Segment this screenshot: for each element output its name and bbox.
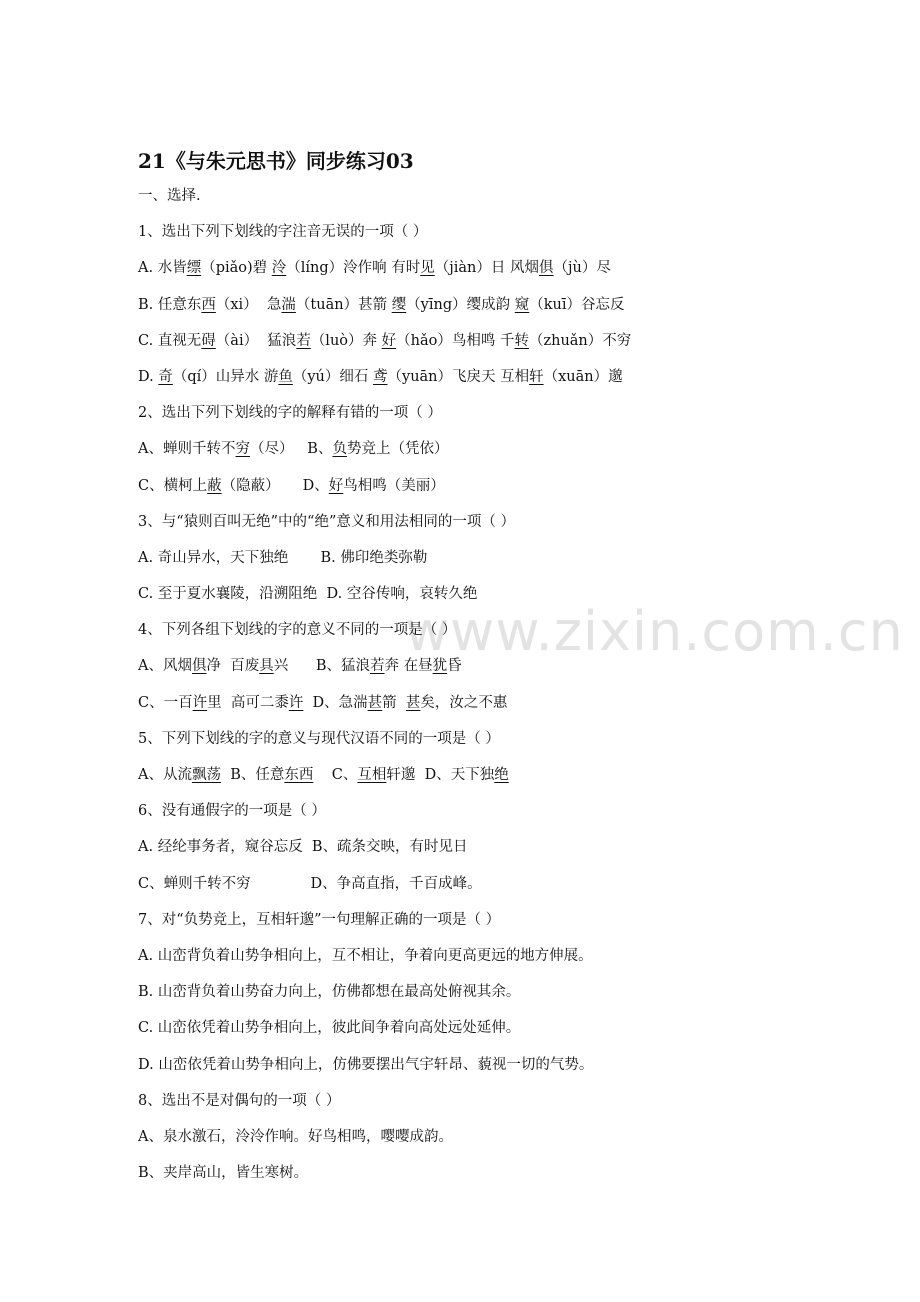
text-line — [138, 468, 898, 504]
text-segment: A. 水皆 — [138, 260, 187, 277]
text-line — [138, 685, 898, 721]
document-page — [138, 144, 898, 1191]
text-segment: A、蝉则千转不 — [138, 441, 236, 458]
text-line — [138, 178, 898, 214]
text-line — [138, 829, 898, 865]
text-line — [138, 359, 898, 395]
text-segment: B. 任意东 — [138, 296, 202, 313]
text-segment: 8、选出不是对偶句的一项（ ） — [138, 1092, 341, 1109]
text-segment: 6、没有通假字的一项是（ ） — [138, 803, 326, 820]
underlined-term: 见 — [420, 260, 435, 277]
text-line — [138, 938, 898, 974]
text-segment: C、 — [313, 767, 358, 783]
text-segment: 净 百废 — [206, 658, 260, 675]
underlined-term: 负 — [332, 441, 347, 458]
underlined-term: 绝 — [494, 767, 509, 783]
underlined-term: 湍 — [281, 296, 296, 313]
underlined-term: 穷 — [235, 441, 250, 458]
underlined-term: 甚 — [367, 694, 383, 711]
text-segment: A、风烟 — [138, 658, 192, 675]
underlined-term: 许 — [288, 694, 304, 711]
text-line — [138, 1083, 898, 1119]
underlined-term: 泠 — [271, 260, 287, 277]
text-line — [138, 576, 898, 612]
text-segment: （yuān）飞戾天 互相 — [387, 368, 530, 385]
text-line — [138, 287, 898, 323]
text-segment: （xi） 急 — [215, 296, 282, 313]
underlined-term: 若 — [296, 332, 311, 349]
text-segment: 昏 — [447, 658, 462, 675]
text-line — [138, 431, 898, 467]
text-segment: （yú）细石 — [292, 368, 373, 385]
text-segment: C、蝉则千转不穷 D、争高直指，千百成峰。 — [138, 875, 482, 892]
text-segment: （xuān）邈 — [543, 368, 623, 385]
text-segment: 矣，汝之不惠 — [420, 694, 508, 711]
text-segment: 兴 B、猛浪 — [273, 658, 371, 675]
underlined-term: 许 — [192, 694, 208, 711]
underlined-term: 转 — [514, 332, 529, 349]
text-segment: C、一百 — [138, 694, 193, 711]
text-segment: 3、与“猿则百叫无绝”中的“绝”意义和用法相同的一项（ ） — [138, 513, 515, 530]
underlined-term: 碍 — [201, 332, 216, 349]
underlined-term: 鸢 — [373, 368, 388, 385]
text-segment: C、横柯上 — [138, 477, 208, 494]
underlined-term: 窥 — [514, 296, 530, 313]
text-segment: B、任意 — [220, 767, 285, 783]
text-segment: （líng）泠作响 有时 — [286, 260, 421, 277]
underlined-term: 鱼 — [278, 368, 293, 385]
text-segment: （ài） 猛浪 — [215, 332, 297, 349]
text-line — [138, 323, 898, 359]
text-segment: D、急湍 — [303, 694, 368, 711]
text-segment: A. 经纶事务者，窥谷忘反 B、疏条交映，有时见日 — [138, 839, 468, 856]
underlined-term: 俱 — [191, 658, 207, 675]
underlined-term: 具 — [259, 658, 274, 675]
underlined-term: 甚 — [405, 694, 421, 711]
underlined-term: 若 — [370, 658, 385, 675]
text-segment: （tuān）甚箭 — [295, 296, 392, 313]
text-line — [138, 866, 898, 902]
underlined-term: 西 — [201, 296, 216, 313]
underlined-term: 犹 — [432, 658, 448, 675]
text-segment: （zhuǎn）不穷 — [528, 332, 632, 349]
watermark: www.zixin.com.cn — [405, 600, 904, 663]
text-line — [138, 648, 898, 684]
text-segment: 里 高可二黍 — [207, 694, 289, 711]
text-segment: A、泉水激石，泠泠作响。好鸟相鸣，嘤嘤成韵。 — [138, 1128, 453, 1145]
text-segment: C. 至于夏水襄陵，沿溯阻绝 D. 空谷传响，哀转久绝 — [138, 586, 478, 603]
text-line — [138, 974, 898, 1010]
text-segment: （jiàn）日 风烟 — [434, 260, 540, 277]
underlined-term: 俱 — [539, 260, 554, 277]
exercise-body — [138, 178, 898, 1191]
text-line — [138, 1119, 898, 1155]
text-segment: 7、对“负势竞上，互相轩邈”一句理解正确的一项是（ ） — [138, 911, 501, 928]
text-line — [138, 214, 898, 250]
text-line — [138, 757, 898, 793]
text-segment: D. 山峦依凭着山势争相向上，仿佛要摆出气宇轩昂、藐视一切的气势。 — [138, 1056, 594, 1073]
text-segment: （yīng）缨成韵 — [406, 296, 515, 313]
text-line — [138, 612, 898, 648]
text-segment: 4、下列各组下划线的字的意义不同的一项是（ ） — [138, 622, 457, 639]
text-segment: C. 直视无 — [138, 332, 202, 349]
text-line — [138, 1010, 898, 1046]
text-segment: D. — [138, 368, 159, 385]
text-segment: 2、选出下列下划线的字的解释有错的一项（ ） — [138, 405, 442, 422]
text-segment: 奔 在昼 — [384, 658, 433, 675]
underlined-term: 互相 — [357, 767, 387, 783]
text-line — [138, 395, 898, 431]
text-segment: 1、选出下列下划线的字注音无误的一项（ ） — [138, 224, 428, 241]
text-segment: 一、选择. — [138, 188, 201, 204]
text-line — [138, 1047, 898, 1083]
underlined-term: 东西 — [284, 767, 314, 783]
text-line — [138, 793, 898, 829]
text-line — [138, 721, 898, 757]
text-segment: A、从流 — [138, 767, 192, 783]
text-line — [138, 504, 898, 540]
underlined-term: 轩 — [529, 368, 544, 385]
text-line — [138, 250, 898, 286]
page-title: 21《与朱元思书》同步练习03 — [138, 149, 414, 173]
text-segment: 轩邈 D、天下独 — [386, 767, 495, 783]
text-segment: B、夹岸高山，皆生寒树。 — [138, 1165, 309, 1182]
text-segment: （隐蔽） D、 — [221, 477, 329, 494]
text-segment: B. 山峦背负着山势奋力向上，仿佛都想在最高处俯视其余。 — [138, 984, 521, 1001]
underlined-term: 好 — [381, 332, 397, 349]
text-segment: （尽） B、 — [249, 441, 333, 458]
text-segment: 势竞上（凭依） — [346, 441, 449, 458]
text-segment: （jù）尽 — [553, 260, 611, 277]
underlined-term: 好 — [328, 477, 344, 494]
underlined-term: 缥 — [186, 260, 202, 277]
text-segment: （kuī）谷忘反 — [529, 296, 625, 313]
text-segment: （piǎo)碧 — [201, 260, 272, 277]
text-segment: A. 山峦背负着山势争相向上，互不相让，争着向更高更远的地方伸展。 — [138, 947, 593, 964]
text-line — [138, 540, 898, 576]
underlined-term: 飘荡 — [191, 767, 221, 783]
text-segment: （qí）山异水 游 — [172, 368, 279, 385]
text-segment: 鸟相鸣（美丽） — [343, 477, 445, 494]
underlined-term: 蔽 — [207, 477, 222, 494]
text-segment: A. 奇山异水，天下独绝 B. 佛印绝类弥勒 — [138, 549, 428, 566]
text-segment: 5、下列下划线的字的意义与现代汉语不同的一项是（ ） — [138, 730, 500, 747]
text-segment: C. 山峦依凭着山势争相向上，彼此间争着向高处远处延伸。 — [138, 1020, 521, 1037]
text-segment: （hǎo）鸟相鸣 千 — [396, 332, 515, 349]
underlined-term: 缨 — [391, 296, 407, 313]
text-segment: （luò）奔 — [310, 332, 382, 349]
text-line — [138, 902, 898, 938]
text-line — [138, 1155, 898, 1191]
text-segment: 箭 — [382, 694, 406, 711]
underlined-term: 奇 — [158, 368, 173, 385]
